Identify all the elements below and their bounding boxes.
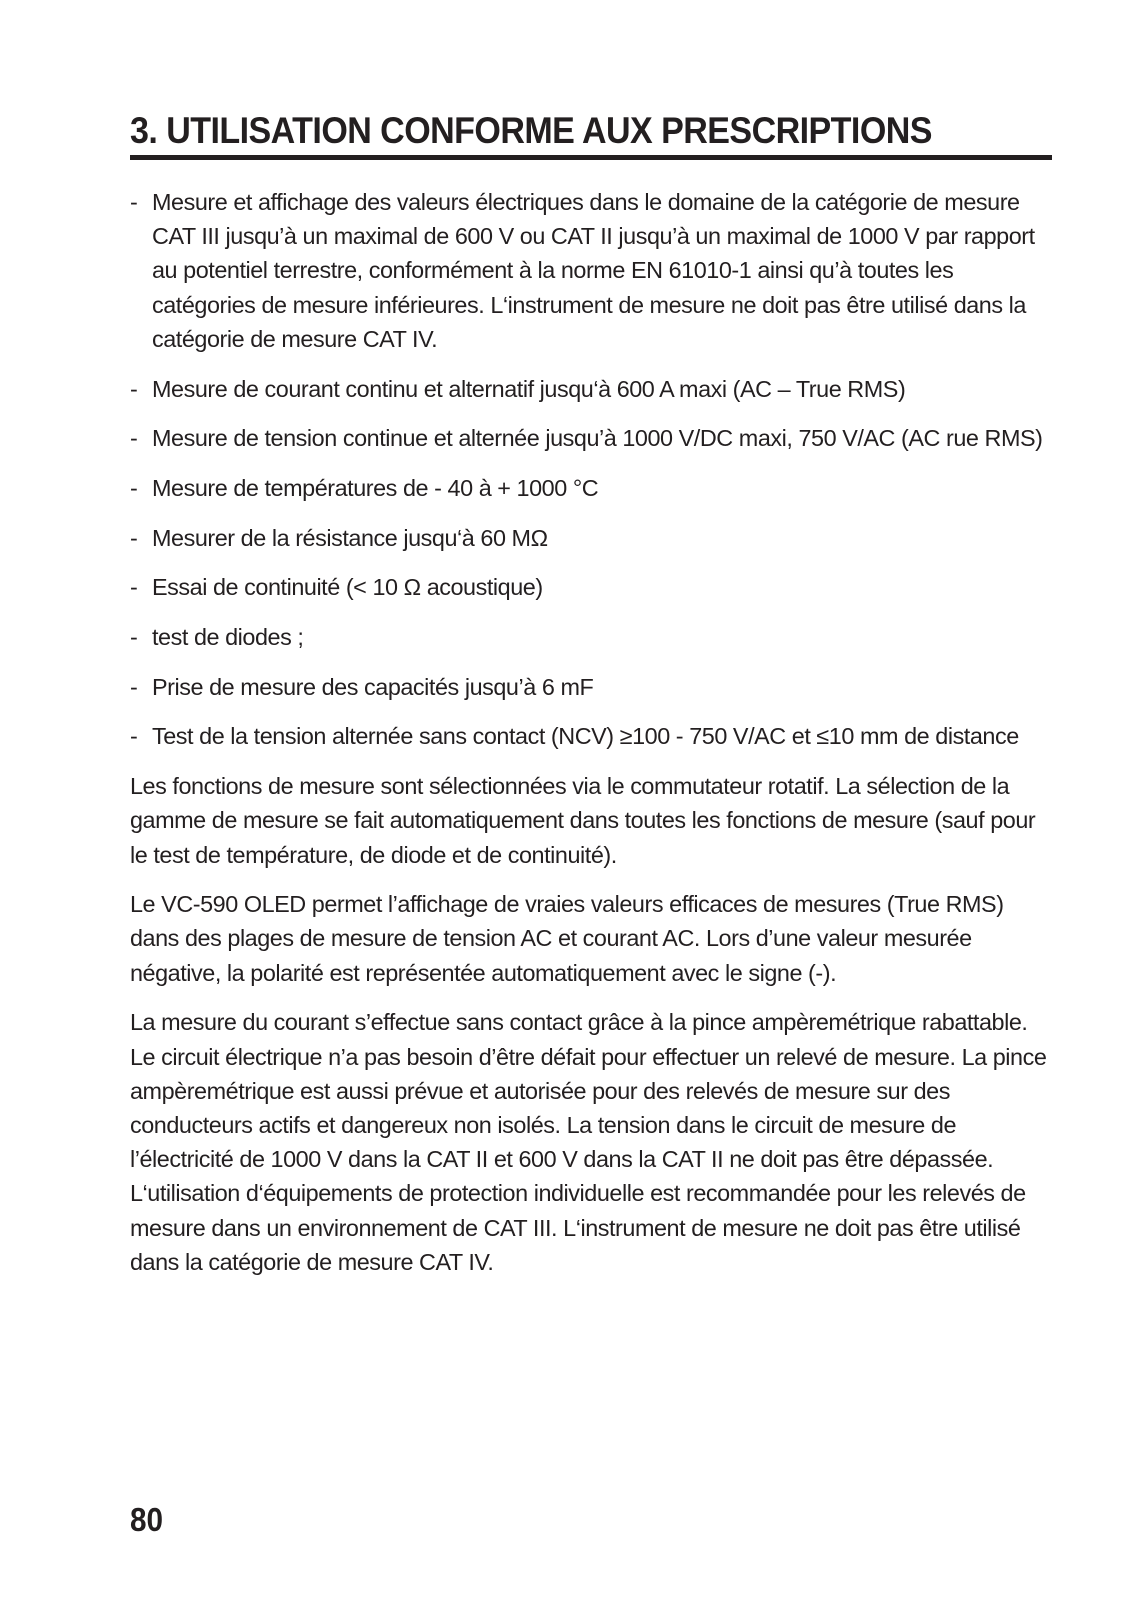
list-item [130, 185, 1050, 356]
page-number: 80 [130, 1501, 164, 1538]
list-item-text: Test de la tension alternée sans contact (NCV) ≥100 - 750 V/AC et ≤10 mm de distance [152, 723, 1019, 750]
list-item [130, 421, 1050, 455]
bullet-dash: - [130, 375, 138, 402]
page-body [130, 108, 1050, 1294]
paragraph-current-clamp: La mesure du courant s’effectue sans contact grâce à la pince ampèremétrique rabattable. Le circuit électrique n’a pas besoin d’être défait pour effectuer un relevé de mesure. La pince ampèremétrique est aussi prévue et autorisée pour des relevés de mesure sur des conducteurs actifs et dangereux non isolés. La tension dans le circuit de mesure de l’électricité de 1000 V dans la CAT II et 600 V dans la CAT II ne doit pas être dépassée. L‘utilisation d‘équipements de protection individuelle est recommandée pour les relevés de mesure dans un environnement de CAT III. L‘instrument de mesure ne doit pas être utilisé dans la catégorie de mesure CAT IV. [130, 1009, 1047, 1275]
bullet-dash: - [130, 474, 138, 501]
list-item [130, 521, 1050, 555]
list-item [130, 372, 1050, 406]
list-item-text: Mesure de courant continu et alternatif jusqu‘à 600 A maxi (AC – True RMS) [152, 375, 906, 402]
list-item-text: Essai de continuité (< 10 Ω acoustique) [152, 574, 543, 601]
list-item [130, 719, 1050, 753]
list-item [130, 471, 1050, 505]
bullet-dash: - [130, 673, 138, 700]
list-item-text: Mesure de tension continue et alternée jusqu’à 1000 V/DC maxi, 750 V/AC (AC rue RMS) [152, 425, 1043, 452]
bullet-dash: - [130, 524, 138, 551]
bullet-dash: - [130, 189, 138, 215]
list-item-text: Mesurer de la résistance jusqu‘à 60 MΩ [152, 524, 548, 551]
section-heading: 3. UTILISATION CONFORME AUX PRESCRIPTIONS [130, 110, 932, 151]
list-item-text: Mesure de températures de - 40 à + 1000 °C [152, 474, 599, 501]
paragraph-measurement-functions: Les fonctions de mesure sont sélectionnées via le commutateur rotatif. La sélection de la gamme de mesure se fait automatiquement dans toutes les fonctions de mesure (sauf pour le test de température, de diode et de continuité). [130, 773, 1036, 868]
list-item [130, 620, 1050, 654]
heading-underline [130, 155, 1052, 160]
list-item [130, 570, 1050, 604]
list-item [130, 670, 1050, 704]
paragraph-true-rms: Le VC-590 OLED permet l’affichage de vraies valeurs efficaces de mesures (True RMS) dans des plages de mesure de tension AC et courant AC. Lors d’une valeur mesurée négative, la polarité est représentée automatiquement avec le signe (-). [130, 891, 1004, 986]
list-item-text: Mesure et affichage des valeurs électriques dans le domaine de la catégorie de mesure CAT III jusqu’à un maximal de 600 V ou CAT II jusqu’à un maximal de 1000 V par rapport au potentiel terrestre, conformément à la norme EN 61010-1 ainsi qu’à toutes les catégories de mesure inférieures. L‘instrument de mesure ne doit pas être utilisé dans la catégorie de mesure CAT IV. [152, 189, 1035, 352]
list-item-text: test de diodes ; [152, 624, 304, 651]
bullet-dash: - [130, 425, 138, 452]
bullet-dash: - [130, 624, 138, 651]
bullet-dash: - [130, 723, 138, 750]
list-item-text: Prise de mesure des capacités jusqu’à 6 mF [152, 673, 594, 700]
bullet-dash: - [130, 574, 138, 601]
section-content [130, 185, 1050, 1279]
usage-bullet-list [130, 185, 1050, 754]
